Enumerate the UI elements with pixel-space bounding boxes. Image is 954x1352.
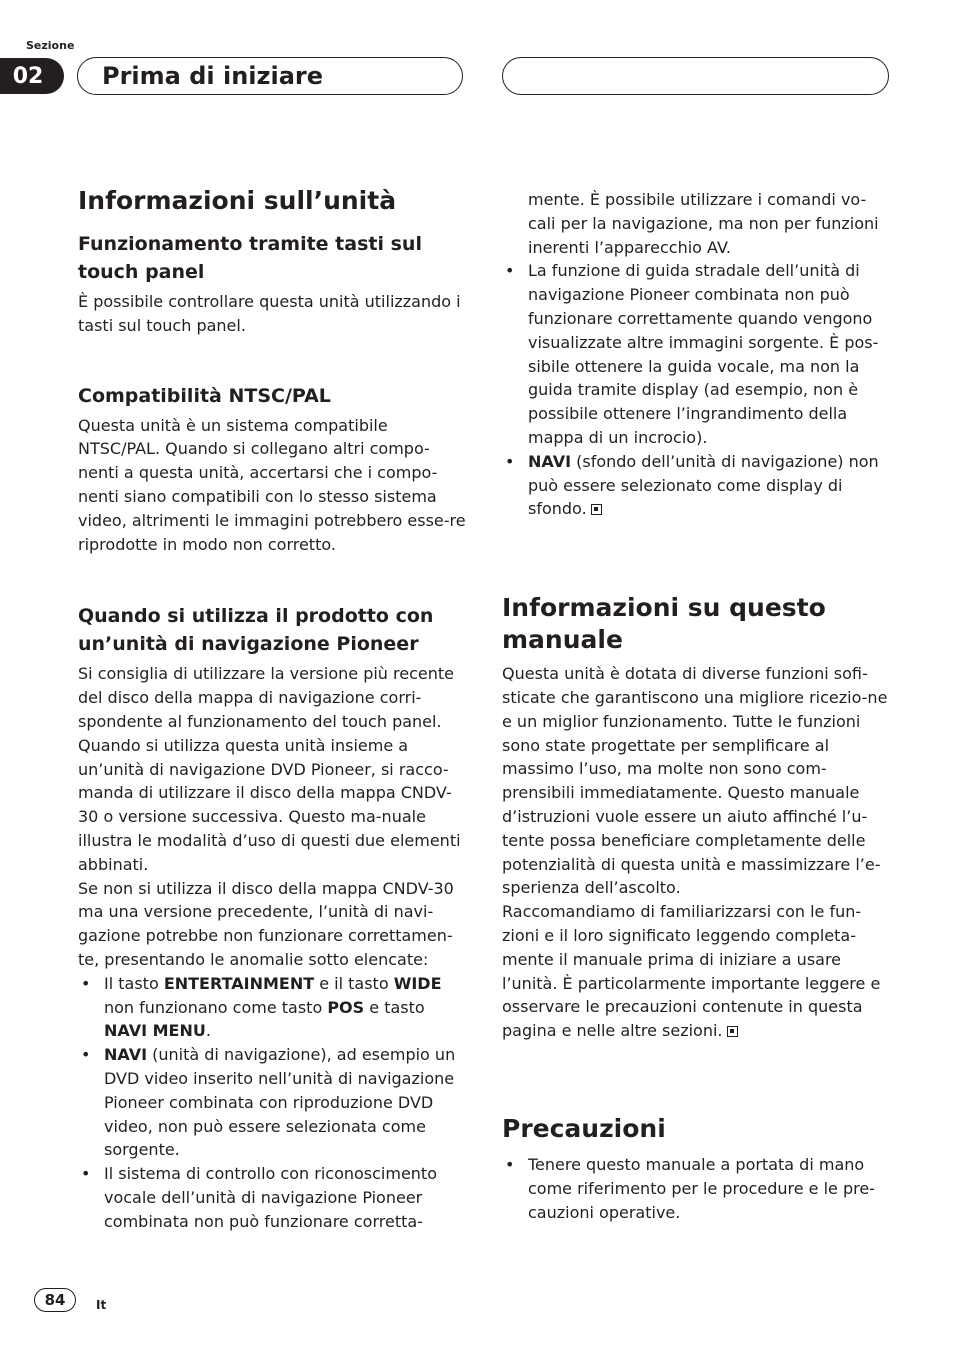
paragraph-touch-panel: È possibile controllare questa unità utilizzando i tasti sul touch panel. <box>78 292 461 335</box>
list-item <box>78 1043 468 1162</box>
paragraph-pioneer-1: Si consiglia di utilizzare la versione più recente del disco della mappa di navigazione corri-spondente al funzionamento del touch panel. Quando si utilizza questa unità insieme a un’unità di navigazione DVD Pioneer, si racco-manda di utilizzare il disco della mappa CNDV-30 o versione successiva. Questo ma-nuale illustra le modalità d’uso di questi due elementi abbinati. <box>78 664 461 874</box>
list-text: . <box>205 1021 211 1041</box>
anomalies-list <box>78 972 468 1234</box>
right-column <box>502 185 892 1224</box>
section-label: Sezione <box>26 39 75 52</box>
list-text: Il tasto <box>104 973 164 993</box>
paragraph-manuale-2 <box>502 900 892 1043</box>
list-text: (sfondo dell’unità di navigazione) non può essere selezionato come display di sfondo. <box>528 451 879 519</box>
anomalies-list-continued <box>502 259 892 521</box>
list-text: Il sistema di controllo con riconoscimento vocale dell’unità di navigazione Pioneer combinata non può funzionare corretta- <box>104 1164 437 1231</box>
list-item <box>78 1162 468 1233</box>
left-column <box>78 185 468 1234</box>
list-text: Tenere questo manuale a portata di mano come riferimento per le procedure e le pre-cauzioni operative. <box>528 1154 875 1222</box>
heading-precauzioni: Precauzioni <box>502 1113 666 1143</box>
heading-touch-panel: Funzionamento tramite tasti sul touch panel <box>78 233 422 283</box>
heading-informazioni-manuale: Informazioni su questo manuale <box>502 593 826 655</box>
heading-ntsc-pal: Compatibilità NTSC/PAL <box>78 384 331 407</box>
paragraph-ntsc-pal: Questa unità è un sistema compatibile NTSC/PAL. Quando si collegano altri compo-nenti a questa unità, accertarsi che i compo-nenti siano compatibili con lo stesso sistema video, altrimenti le immagini potrebbero esse-re riprodotte in modo non corretto. <box>78 415 466 554</box>
page-number: 84 <box>34 1288 76 1312</box>
key-label: NAVI <box>104 1045 148 1065</box>
heading-informazioni-unita: Informazioni sull’unità <box>78 186 397 215</box>
list-item <box>502 259 892 449</box>
bullet-glyph: • <box>81 1164 91 1184</box>
paragraph-text: Raccomandiamo di familiarizzarsi con le fun-zioni e il loro significato leggendo completa-mente il manuale prima di iniziare a usare l’unità. È particolarmente importante leggere e osservare le precauzioni contenute in questa pagina e nelle altre sezioni. <box>502 902 881 1041</box>
list-item <box>502 1153 892 1224</box>
key-label: NAVI <box>528 451 572 471</box>
bullet-glyph: • <box>505 1154 515 1174</box>
list-text: e tasto <box>364 997 425 1017</box>
list-text: (unità di navigazione), ad esempio un DVD video inserito nell’unità di navigazione Pioneer combinata con riproduzione DVD video, non può essere selezionata come sorgente. <box>104 1045 456 1160</box>
paragraph-pioneer-2: Se non si utilizza il disco della mappa CNDV-30 ma una versione precedente, l’unità di navi-gazione potrebbe non funzionare correttamen-te, presentando le anomalie sotto elencate: <box>78 878 454 969</box>
bullet-glyph: • <box>81 1045 91 1065</box>
list-text: non funzionano come tasto <box>104 997 328 1017</box>
end-of-section-icon <box>591 504 602 515</box>
list-item <box>78 972 468 1043</box>
right-header-frame <box>502 57 889 95</box>
bullet-glyph: • <box>81 973 91 993</box>
list-continuation: mente. È possibile utilizzare i comandi vo-cali per la navigazione, ma non per funzioni inerenti l’apparecchio AV. <box>528 190 879 257</box>
heading-pioneer-navigation: Quando si utilizza il prodotto con un’unità di navigazione Pioneer <box>78 605 434 656</box>
key-label: ENTERTAINMENT <box>163 973 315 993</box>
end-of-section-icon <box>727 1026 738 1037</box>
list-text: e il tasto <box>314 973 394 993</box>
section-number-badge: 02 <box>0 58 64 94</box>
key-label: NAVI MENU <box>104 1021 206 1041</box>
paragraph-manuale-1: Questa unità è dotata di diverse funzioni sofi-sticate che garantiscono una migliore ricezio-ne e un miglior funzionamento. Tutte le funzioni sono state progettate per semplificare al massimo l’uso, ma molte non sono com-prensibili immediatamente. Questo manuale d’istruzioni vuole essere un aiuto affinché l’u-tente possa beneficiare completamente delle potenzialità di questa unità e massimizzare l’e-sperienza dell’ascolto. <box>502 664 888 898</box>
section-title: Prima di iniziare <box>102 62 324 90</box>
precautions-list <box>502 1153 892 1224</box>
key-label: POS <box>327 997 365 1017</box>
list-item <box>502 450 892 521</box>
key-label: WIDE <box>393 973 442 993</box>
language-label: It <box>96 1298 107 1312</box>
bullet-glyph: • <box>505 451 515 471</box>
list-text: La funzione di guida stradale dell’unità di navigazione Pioneer combinata non può funzionare correttamente quando vengono visualizzate altre immagini sorgente. È pos-sibile ottenere la guida vocale, ma non la guida tramite display (ad esempio, non è possibile ottenere l’ingrandimento della mappa di un incrocio). <box>528 261 879 447</box>
bullet-glyph: • <box>505 261 515 281</box>
